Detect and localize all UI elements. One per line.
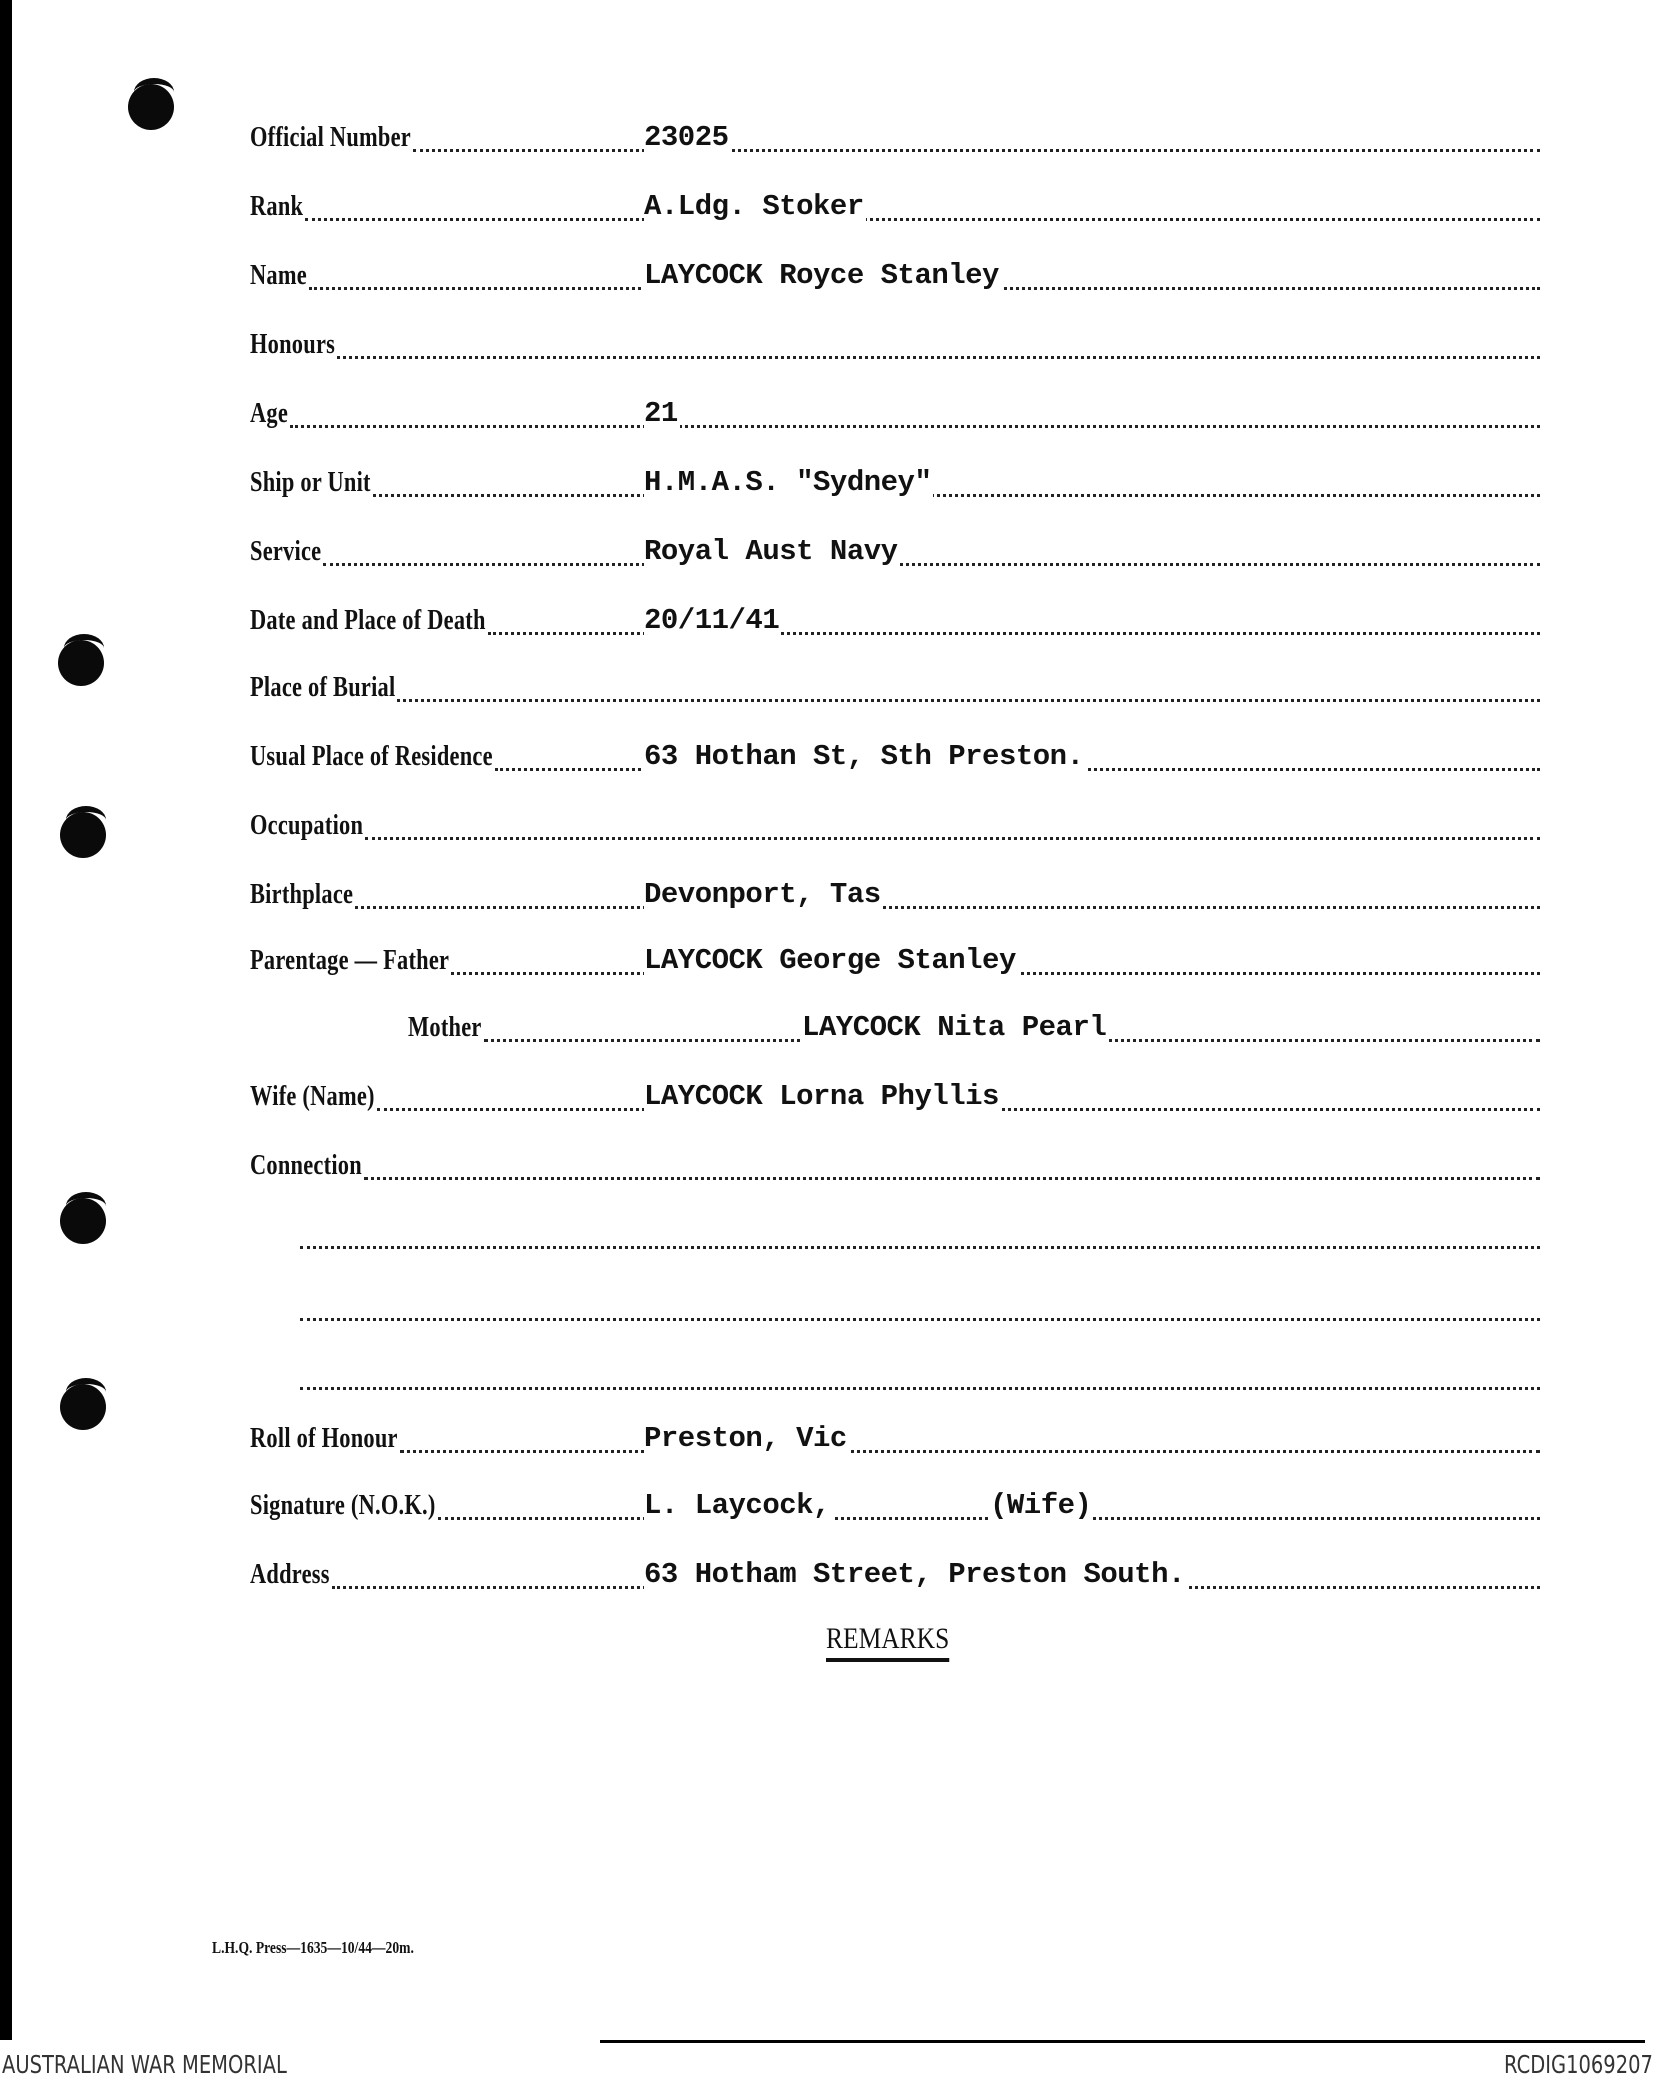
dotted-leader — [300, 1318, 1540, 1321]
field-value: LAYCOCK George Stanley — [644, 944, 1016, 977]
field-value: 23025 — [644, 121, 729, 154]
record-id: RCDIG1069207 — [1504, 2050, 1653, 2079]
field-value: Devonport, Tas — [644, 878, 881, 911]
field-label: Honours — [250, 329, 336, 360]
field-value: LAYCOCK Royce Stanley — [644, 259, 999, 292]
form-row — [250, 463, 1540, 503]
field-value: H.M.A.S. "Sydney" — [644, 466, 932, 499]
dotted-leader — [300, 1387, 1540, 1390]
form-row — [250, 118, 1540, 158]
printer-note: L.H.Q. Press—1635—10/44—20m. — [212, 1938, 414, 1957]
archive-credit: AUSTRALIAN WAR MEMORIAL — [2, 2050, 287, 2079]
field-label: Wife (Name) — [250, 1081, 375, 1112]
field-value: LAYCOCK Lorna Phyllis — [644, 1080, 999, 1113]
form-row — [250, 601, 1540, 641]
field-label: Roll of Honour — [250, 1423, 398, 1454]
bottom-rule — [600, 2040, 1645, 2043]
dotted-leader — [400, 1450, 1540, 1453]
field-value: 63 Hotham Street, Preston South. — [644, 1558, 1185, 1591]
punch-hole — [60, 1384, 106, 1430]
field-label: Usual Place of Residence — [250, 741, 493, 772]
field-label: Address — [250, 1559, 330, 1590]
punch-hole — [128, 84, 174, 130]
form-row — [250, 806, 1540, 846]
field-value: Preston, Vic — [644, 1422, 847, 1455]
form-row — [250, 1486, 1540, 1526]
field-label: Date and Place of Death — [250, 605, 486, 636]
form-row — [250, 668, 1540, 708]
form-row — [250, 941, 1540, 981]
form-row — [250, 1287, 1540, 1327]
form-row — [250, 1555, 1540, 1595]
field-label: Parentage — Father — [250, 945, 450, 976]
dotted-leader — [300, 1246, 1540, 1249]
dotted-leader — [364, 1177, 1540, 1180]
dotted-leader — [373, 494, 1540, 497]
form-row — [250, 532, 1540, 572]
form-row — [250, 737, 1540, 777]
form-row — [250, 1077, 1540, 1117]
form-row — [250, 187, 1540, 227]
field-value: 63 Hothan St, Sth Preston. — [644, 740, 1084, 773]
dotted-leader — [323, 563, 1540, 566]
punch-hole — [60, 812, 106, 858]
form-row — [250, 1146, 1540, 1186]
dotted-leader — [365, 837, 1540, 840]
form-row — [250, 325, 1540, 365]
punch-hole — [58, 640, 104, 686]
field-label: Official Number — [250, 122, 411, 153]
scan-edge — [0, 0, 12, 2040]
dotted-leader — [413, 149, 1540, 152]
field-label: Age — [250, 398, 289, 429]
field-value-relation: (Wife) — [990, 1489, 1092, 1522]
field-value: L. Laycock, — [644, 1489, 830, 1522]
field-value: 20/11/41 — [644, 604, 780, 637]
field-label: Service — [250, 536, 322, 567]
dotted-leader — [438, 1517, 1540, 1520]
field-value: 21 — [644, 397, 678, 430]
field-label: Occupation — [250, 810, 364, 841]
field-value: Royal Aust Navy — [644, 535, 898, 568]
form-row — [250, 1356, 1540, 1396]
field-label: Birthplace — [250, 879, 354, 910]
dotted-leader — [290, 425, 1540, 428]
remarks-heading: REMARKS — [826, 1622, 949, 1662]
dotted-leader — [355, 906, 1540, 909]
dotted-leader — [337, 356, 1540, 359]
punch-hole — [60, 1198, 106, 1244]
field-value: A.Ldg. Stoker — [644, 190, 864, 223]
field-label: Name — [250, 260, 307, 291]
form-row — [250, 1419, 1540, 1459]
field-label: Ship or Unit — [250, 467, 371, 498]
dotted-leader — [305, 218, 1540, 221]
form-row — [250, 875, 1540, 915]
field-label: Rank — [250, 191, 304, 222]
form-row — [250, 394, 1540, 434]
form-row — [408, 1008, 1540, 1048]
dotted-leader — [397, 699, 1540, 702]
field-label: Mother — [408, 1012, 482, 1043]
field-label: Signature (N.O.K.) — [250, 1490, 436, 1521]
form-row — [250, 256, 1540, 296]
field-label: Place of Burial — [250, 672, 396, 703]
form-row — [250, 1215, 1540, 1255]
field-value: LAYCOCK Nita Pearl — [802, 1011, 1107, 1044]
field-label: Connection — [250, 1150, 362, 1181]
